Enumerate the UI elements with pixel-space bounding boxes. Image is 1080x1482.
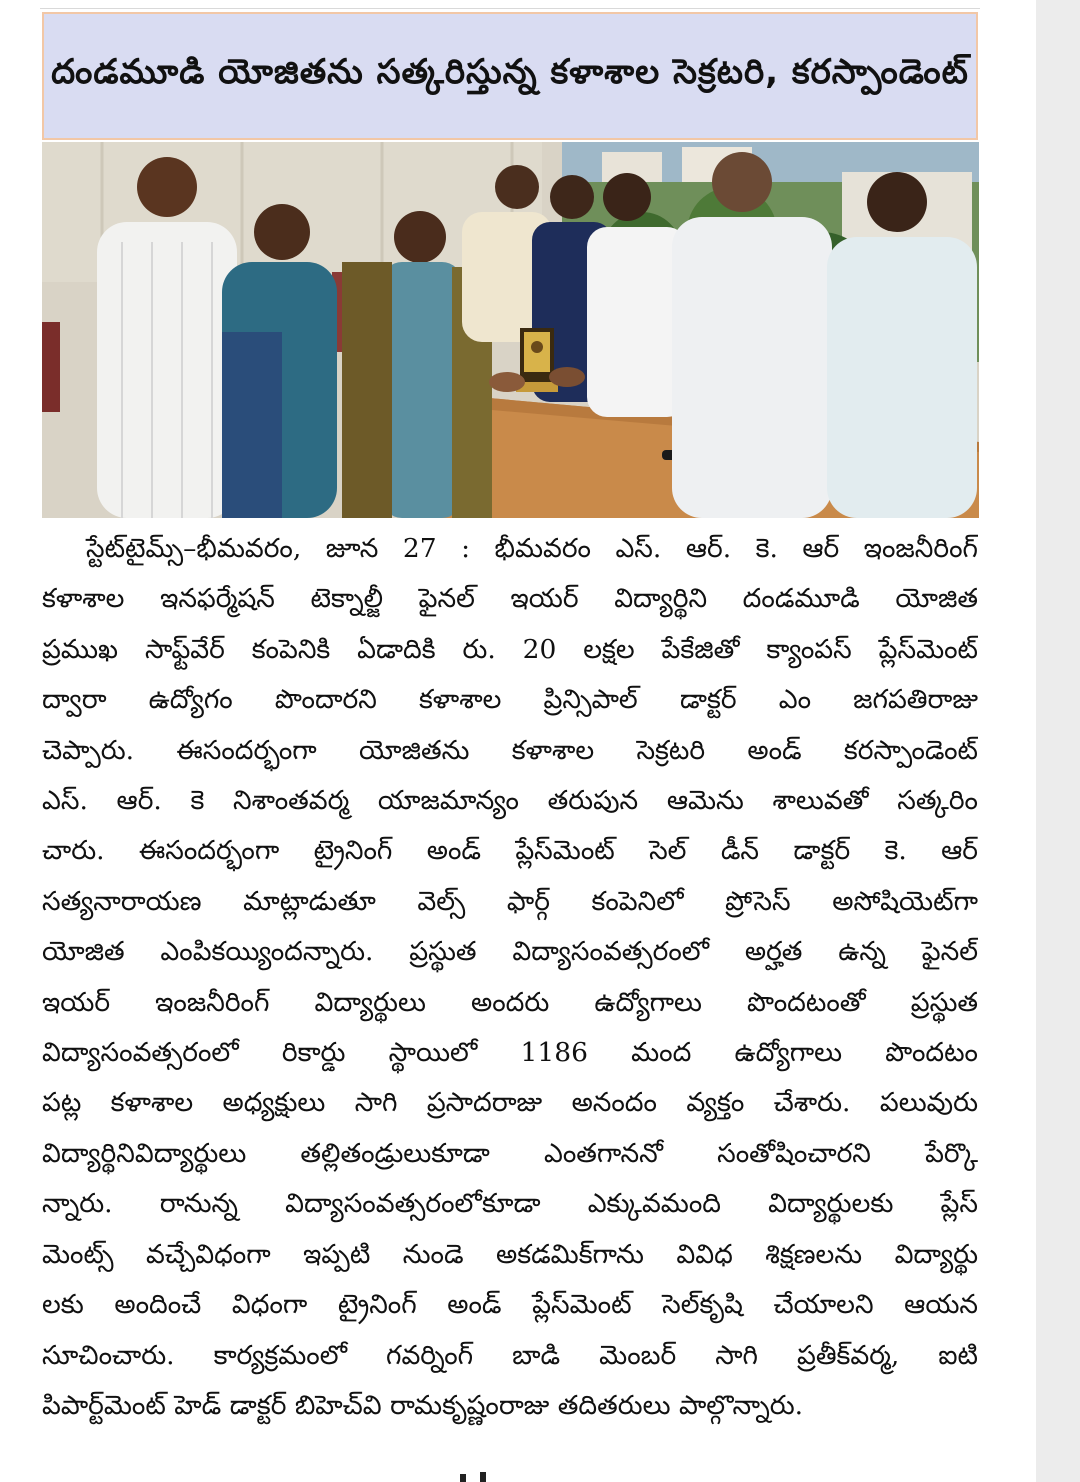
page-edge-strip	[1036, 0, 1080, 1482]
article-line: సత్యనారాయణ మాట్లాడుతూ వెల్స్ ఫార్గ్ కంపెనిలో ప్రోసెస్ అసోషియెట్‌గా	[42, 885, 978, 917]
article-line: విద్యార్థినివిద్యార్థులు తల్లితండ్రులుకూడా ఎంతగాననో సంతోషించారని పేర్కొ	[42, 1137, 978, 1169]
next-article-cut	[440, 1470, 520, 1482]
article-line: పిపార్ట్‌మెంట్ హెడ్ డాక్టర్ బిహెచ్‌వి రామకృష్ణంరాజు తదితరులు పాల్గొన్నారు.	[42, 1389, 804, 1421]
article-line: చారు. ఈసందర్భంగా ట్రైనింగ్ అండ్ ప్లేస్‌మెంట్ సెల్ డీన్ డాక్టర్ కె. ఆర్	[42, 835, 978, 867]
article-line: న్నారు. రానున్న విద్యాసంవత్సరంలోకూడా ఎక్కువమంది విద్యార్థులకు ప్లేస్	[42, 1188, 978, 1220]
article-line: ప్రముఖ సాఫ్ట్‌వేర్ కంపెనికి ఏడాదికి రు. 20 లక్షల పేకేజితో క్యాంపస్ ప్లేస్‌మెంట్	[42, 633, 978, 665]
article-line: పట్ల కళాశాల అధ్యక్షులు సాగి ప్రసాదరాజు అనందం వ్యక్తం చేశారు. పలువురు	[42, 1087, 978, 1119]
previous-article-cut	[40, 0, 980, 9]
article-line: కళాశాల ఇనఫర్మేషన్ టెక్నాల్జీ ఫైనల్ ఇయర్ విద్యార్థిని దండమూడి యోజిత	[42, 583, 978, 615]
article-line: ఎస్. ఆర్. కె నిశాంతవర్మ యాజమాన్యం తరుపున ఆమెను శాలువతో సత్కరిం	[42, 785, 978, 817]
headline: దండమూడి యోజితను సత్కరిస్తున్న కళాశాల సెక్రటరి, కరస్పాండెంట్	[51, 52, 969, 92]
article-body	[42, 524, 978, 1431]
headline-banner	[42, 12, 978, 140]
article-line: లకు అందించే విధంగా ట్రైనింగ్ అండ్ ప్లేస్‌మెంట్ సెల్‌కృషి చేయాలని ఆయన	[42, 1289, 978, 1321]
news-photo	[42, 142, 979, 518]
article-line: మెంట్స్ వచ్చేవిధంగా ఇప్పటి నుండె అకడమిక్‌గాను వివిధ శిక్షణలను విద్యార్థు	[42, 1238, 978, 1270]
article-line: ఇయర్ ఇంజనీరింగ్ విద్యార్థులు అందరు ఉద్యోగాలు పొందటంతో ప్రస్థుత	[42, 986, 978, 1018]
article-line: విద్యాసంవత్సరంలో రికార్డు స్థాయిలో 1186 మంద ఉద్యోగాలు పొందటం	[42, 1037, 978, 1069]
article-line: స్టేట్‌టైమ్స్–భీమవరం, జూన 27 : భీమవరం ఎస్. ఆర్. కె. ఆర్ ఇంజనీరింగ్	[86, 533, 978, 564]
article-line: యోజిత ఎంపికయ్యిందన్నారు. ప్రస్థుత విద్యాసంవత్సరంలో అర్హత ఉన్న ఫైనల్	[42, 936, 978, 968]
article-line: ద్వారా ఉద్యోగం పొందారని కళాశాల ప్రిన్సిపాల్ డాక్టర్ ఎం జగపతిరాజు	[42, 684, 978, 716]
article-line: చెప్పారు. ఈసందర్భంగా యోజితను కళాశాల సెక్రటరి అండ్ కరస్పాండెంట్	[42, 734, 978, 766]
article-line: సూచించారు. కార్యక్రమంలో గవర్నింగ్ బాడి మెంబర్ సాగి ప్రతీక్‌వర్మ, ఐటి	[42, 1339, 978, 1371]
